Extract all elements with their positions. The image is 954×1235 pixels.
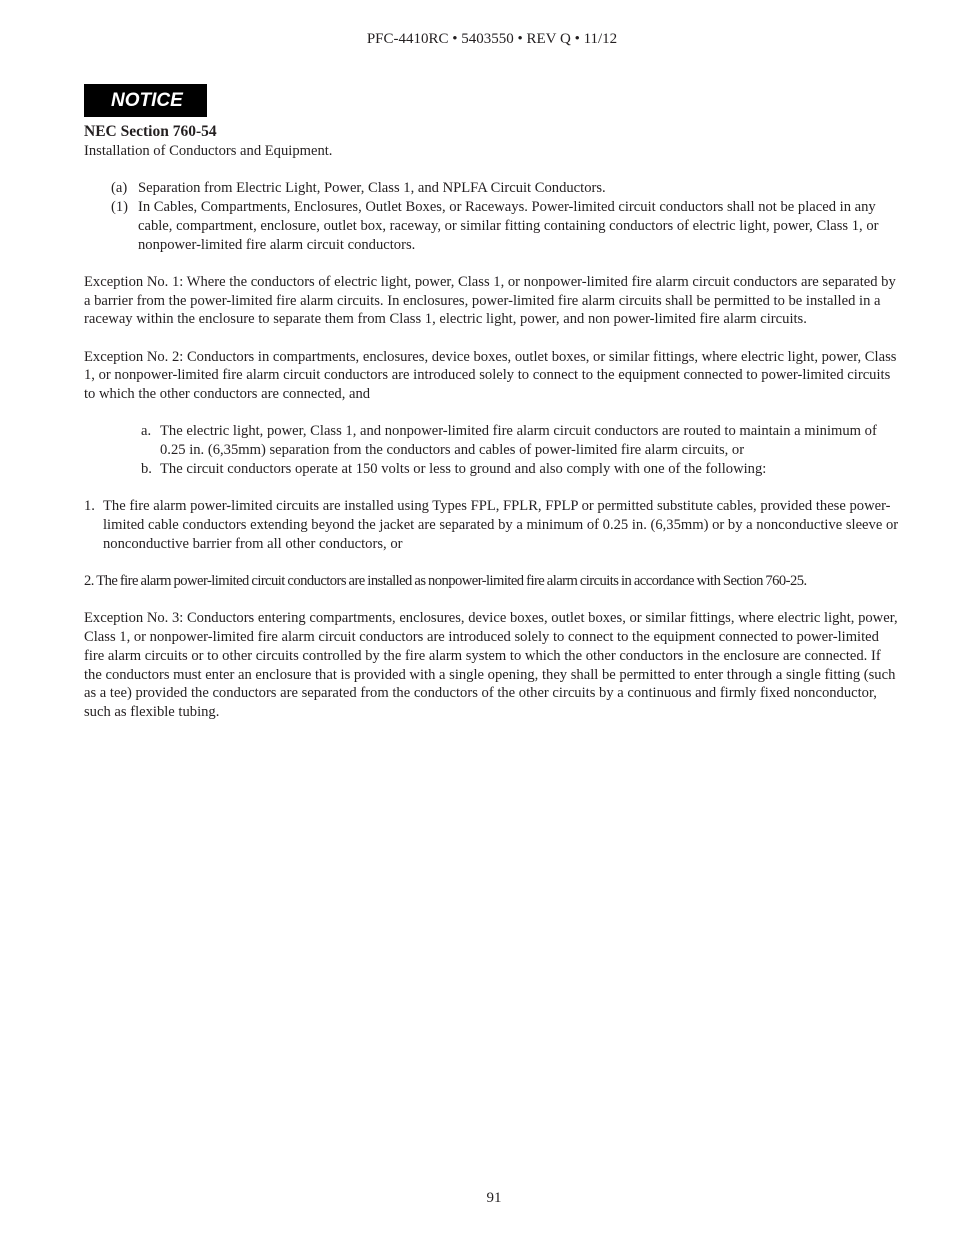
list-marker: 2. — [84, 573, 94, 590]
page-number: 91 — [486, 1190, 502, 1206]
section-title: NEC Section 760-54 — [84, 123, 217, 140]
list-item — [84, 460, 902, 479]
list-item — [84, 179, 902, 198]
list-text: The fire alarm power-limited circuit conductors are installed as nonpower-limited fire alarm circuits in accordance with Section 760-25. — [96, 573, 807, 590]
spacer — [84, 254, 902, 273]
list-item-condensed — [84, 572, 902, 591]
list-marker: a. — [141, 423, 152, 440]
section-subtitle: Installation of Conductors and Equipment. — [84, 143, 333, 159]
list-text: Separation from Electric Light, Power, Class 1, and NPLFA Circuit Conductors. — [138, 180, 606, 197]
spacer — [84, 553, 902, 572]
list-text: In Cables, Compartments, Enclosures, Outlet Boxes, or Raceways. Power-limited circuit conductors shall not be placed in any cable, compartment, enclosure, outlet box, raceway, or similar fitting containing conductors of electric light, power, Class 1, or nonpower-limited fire alarm circuit conductors. — [138, 199, 879, 253]
list-item — [84, 497, 902, 553]
exception-3: Exception No. 3: Conductors entering compartments, enclosures, device boxes, outlet boxes, or similar fittings, where electric light, power, Class 1, or nonpower-limited fire alarm circuit conductors are introduced solely to connect to the equipment connected to power-limited fire alarm circuits or to other circuits controlled by the fire alarm system to which the other conductors in the enclosure are connected. If the conductors must enter an enclosure that is provided with a single opening, they shall be permitted to enter through a single fitting (such as a tee) provided the conductors are separated from the conductors of the other circuits by a continuous and firmly fixed nonconductor, such as flexible tubing. — [84, 610, 898, 720]
page-body — [84, 122, 902, 722]
notice-banner: NOTICE — [84, 84, 207, 117]
spacer — [84, 591, 902, 610]
list-marker: b. — [141, 460, 152, 477]
spacer — [84, 161, 902, 180]
list-marker: 1. — [84, 498, 95, 515]
spacer — [84, 404, 902, 423]
list-text: The electric light, power, Class 1, and nonpower-limited fire alarm circuit conductors are routed to maintain a minimum of 0.25 in. (6,35mm) separation from the conductors and cables of power-limited fire alarm circuits, or — [160, 423, 877, 459]
spacer — [84, 479, 902, 498]
list-marker: (1) — [111, 199, 129, 216]
list-marker: (a) — [111, 180, 128, 197]
exception-2: Exception No. 2: Conductors in compartments, enclosures, device boxes, outlet boxes, or similar fittings, where electric light, power, Class 1, or nonpower-limited fire alarm circuit conductors are introduced solely to connect to the equipment connected to power-limited circuits to which the other conductors are connected, and — [84, 348, 897, 403]
list-item — [84, 198, 902, 254]
list-text: The circuit conductors operate at 150 volts or less to ground and also comply with one of the following: — [160, 460, 767, 477]
list-item — [84, 422, 902, 459]
list-text: The fire alarm power-limited circuits are installed using Types FPL, FPLR, FPLP or permitted substitute cables, provided these power-limited cable conductors extending beyond the jacket are separated by a minimum of 0.25 in. (6,35mm) or by a nonconductive sleeve or nonconductive barrier from all other conductors, or — [103, 498, 899, 552]
exception-1: Exception No. 1: Where the conductors of electric light, power, Class 1, or nonpower-limited fire alarm circuit conductors are separated by a barrier from the power-limited fire alarm circuits. In enclosures, power-limited fire alarm circuits shall be permitted to be installed in a raceway within the enclosure to separate them from Class 1, electric light, power, and non power-limited fire alarm circuits. — [84, 273, 896, 328]
spacer — [84, 329, 902, 348]
page-header: PFC-4410RC • 5403550 • REV Q • 11/12 — [366, 31, 618, 47]
